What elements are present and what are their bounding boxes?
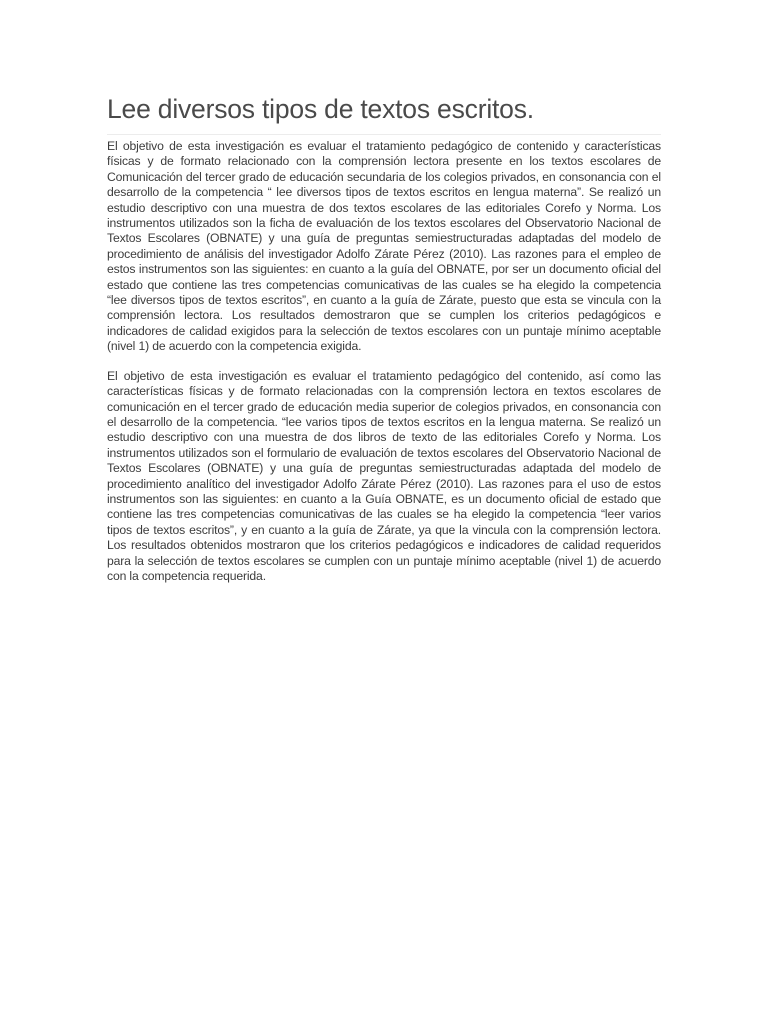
document-page — [107, 92, 661, 584]
paragraph-1: El objetivo de esta investigación es evaluar el tratamiento pedagógico de contenido y características físicas y de formato relacionado con la comprensión lectora presente en los textos escolares de Comunicación del tercer grado de educación secundaria de los colegios privados, en consonancia con el desarrollo de la competencia “ lee diversos tipos de textos escritos en lengua materna”. Se realizó un estudio descriptivo con una muestra de dos textos escolares de las editoriales Corefo y Norma. Los instrumentos utilizados son la ficha de evaluación de los textos escolares del Observatorio Nacional de Textos Escolares (OBNATE) y una guía de preguntas semiestructuradas adaptadas del modelo de procedimiento de análisis del investigador Adolfo Zárate Pérez (2010). Las razones para el empleo de estos instrumentos son las siguientes: en cuanto a la guía del OBNATE, por ser un documento oficial del estado que contiene las tres competencias comunicativas de las cuales se ha elegido la competencia “lee diversos tipos de textos escritos”, en cuanto a la guía de Zárate, puesto que esta se vincula con la comprensión lectora. Los resultados demostraron que se cumplen los criterios pedagógicos e indicadores de calidad exigidos para la selección de textos escolares con un puntaje mínimo aceptable (nivel 1) de acuerdo con la competencia exigida. — [107, 139, 661, 354]
title-divider — [107, 134, 661, 135]
document-title: Lee diversos tipos de textos escritos. — [107, 94, 534, 124]
paragraph-2: El objetivo de esta investigación es evaluar el tratamiento pedagógico del contenido, así como las características físicas y de formato relacionadas con la comprensión lectora en textos escolares de comunicación en el tercer grado de educación media superior de colegios privados, en consonancia con el desarrollo de la competencia. “lee varios tipos de textos escritos en la lengua materna. Se realizó un estudio descriptivo con una muestra de dos libros de texto de las editoriales Corefo y Norma. Los instrumentos utilizados son el formulario de evaluación de textos escolares del Observatorio Nacional de Textos Escolares (OBNATE) y una guía de preguntas semiestructuradas adaptada del modelo de procedimiento analítico del investigador Adolfo Zárate Pérez (2010). Las razones para el uso de estos instrumentos son las siguientes: en cuanto a la Guía OBNATE, es un documento oficial de estado que contiene las tres competencias comunicativas de las cuales se ha elegido la competencia “leer varios tipos de textos escritos”, y en cuanto a la guía de Zárate, ya que la vincula con la comprensión lectora. Los resultados obtenidos mostraron que los criterios pedagógicos e indicadores de calidad requeridos para la selección de textos escolares se cumplen con un puntaje mínimo aceptable (nivel 1) de acuerdo con la competencia requerida. — [107, 368, 661, 583]
